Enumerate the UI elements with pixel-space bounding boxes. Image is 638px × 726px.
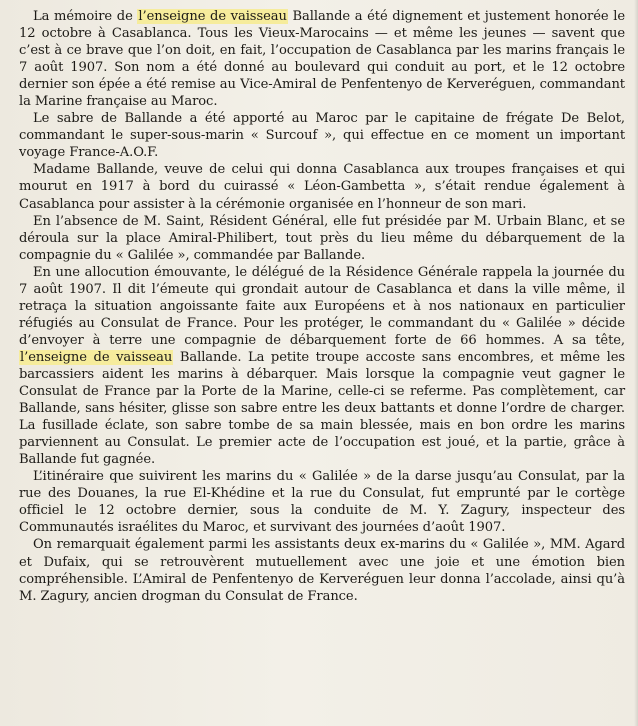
page-edge-shadow	[634, 0, 638, 726]
text-run: En l’absence de M. Saint, Résident Général, elle fut présidée par M. Urbain Blanc, et se déroula sur la place Amiral-Philibert, tout près du lieu même du débarquement de la compagnie du « Galilée », commandée par Ballande.	[19, 213, 625, 263]
highlighted-phrase: l’enseigne de vaisseau	[138, 9, 287, 24]
paragraph-1	[19, 8, 625, 110]
text-run: On remarquait également parmi les assistants deux ex-marins du « Galilée », MM. Agard et Dufaix, qui se retrouvèrent mutuellement avec une joie et une émotion bien compréhensible. L’Amiral de Penfentenyo de Kerveréguen leur donna l’accolade, ainsi qu’à M. Zagury, ancien drogman du Consulat de France.	[19, 537, 625, 604]
article-body	[19, 8, 625, 605]
text-run: Ballande a été dignement et justement honorée le 12 octobre à Casablanca. Tous les Vieux-Marocains — et même les jeunes — savent que c’est à ce brave que l’on doit, en fait, l’occupation de Casablanca par les marins français le 7 août 1907. Son nom a été donné au boulevard qui conduit au port, et le 12 octobre dernier son épée a été remise au Vice-Amiral de Penfentenyo de Kerveréguen, commandant la Marine française au Maroc.	[19, 9, 626, 110]
paragraph-2	[19, 110, 625, 161]
paragraph-3	[19, 161, 625, 212]
paragraph-7	[19, 536, 625, 604]
text-run: Ballande. La petite troupe accoste sans encombres, et même les barcassiers aident les marins à débarquer. Mais lorsque la compagnie veut gagner le Consulat de France par la Porte de la Marine, celle-ci se referme. Pas complètement, car Ballande, sans hésiter, glisse son sabre entre les deux battants et donne l’ordre de charger. La fusillade éclate, son sabre tombe de sa main blessée, mais en bon ordre les marins parviennent au Consulat. Le premier acte de l’occupation est joué, et la partie, grâce à Ballande fut gagnée.	[19, 349, 625, 468]
paragraph-4	[19, 213, 625, 264]
paragraph-6	[19, 468, 625, 536]
text-run: En une allocution émouvante, le délégué de la Résidence Générale rappela la journée du 7 août 1907. Il dit l’émeute qui grondait autour de Casablanca et dans la ville même, il retraça la situation angoissante faite aux Européens et à nos nationaux en particulier réfugiés au Consulat de France. Pour les protéger, le commandant du « Galilée » décide d’envoyer à terre une compagnie de débarquement forte de 66 hommes. A sa tête,	[19, 264, 625, 348]
text-run: La mémoire de	[33, 9, 138, 24]
highlighted-phrase: l’enseigne de vaisseau	[20, 349, 173, 365]
text-run: Madame Ballande, veuve de celui qui donna Casablanca aux troupes françaises et qui mourut en 1917 à bord du cuirassé « Léon-Gambetta », s’était rendue également à Casablanca pour assister à la cérémonie organisée en l’honneur de son mari.	[19, 162, 625, 212]
paragraph-5	[19, 264, 625, 469]
text-run: Le sabre de Ballande a été apporté au Maroc par le capitaine de frégate De Belot, commandant le super-sous-marin « Surcouf », qui effectue en ce moment un important voyage France-A.O.F.	[19, 111, 625, 161]
text-run: L’itinéraire que suivirent les marins du « Galilée » de la darse jusqu’au Consulat, par la rue des Douanes, la rue El-Khédine et la rue du Consulat, fut emprunté par le cortège officiel le 12 octobre dernier, sous la conduite de M. Y. Zagury, inspecteur des Communautés israélites du Maroc, et survivant des journées d’août 1907.	[19, 469, 625, 536]
